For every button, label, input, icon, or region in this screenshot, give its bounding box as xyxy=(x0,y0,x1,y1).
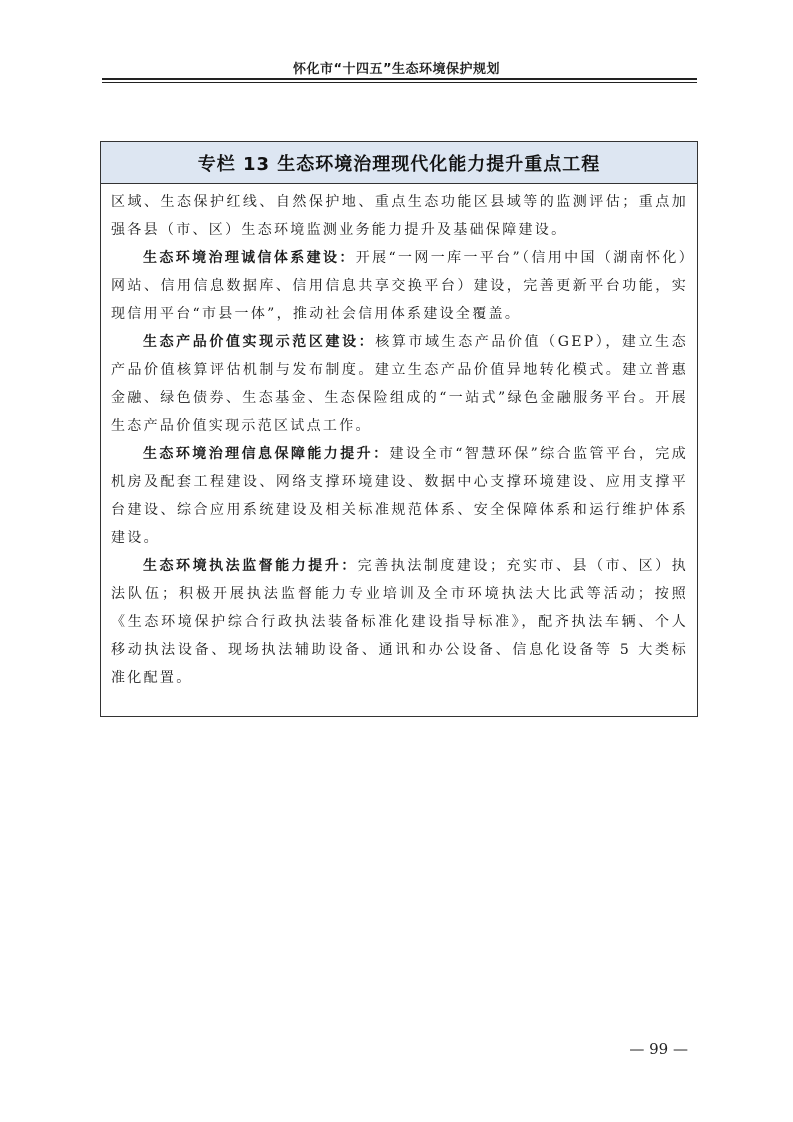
paragraph-text: 开展“一网一库一平台”（信用中国（湖南怀化）网站、信用信息数据库、信用信息共享交换平台）建设，完善更新平台功能，实现信用平台“市县一体”，推动社会信用体系建设全覆盖。 xyxy=(111,250,688,322)
paragraph-ecological-product-value xyxy=(111,328,688,440)
header-rule-thin xyxy=(102,82,697,83)
paragraph-information-support xyxy=(111,440,688,552)
header-rule-thick xyxy=(102,78,697,80)
column-title: 专栏 13 生态环境治理现代化能力提升重点工程 xyxy=(101,142,697,184)
page-number: — 99 — xyxy=(629,1040,688,1058)
paragraph-credit-system xyxy=(111,244,688,328)
running-header-title: 怀化市“十四五”生态环境保护规划 xyxy=(292,62,501,77)
paragraph-law-enforcement xyxy=(111,552,688,692)
feature-column-box xyxy=(100,141,698,717)
paragraph-text: 核算市域生态产品价值（GEP），建立生态产品价值核算评估机制与发布制度。建立生态产品价值异地转化模式。建立普惠金融、绿色债券、生态基金、生态保险组成的“一站式”绿色金融服务平台。开展生态产品价值实现示范区试点工作。 xyxy=(111,334,688,434)
paragraph-heading: 生态环境治理信息保障能力提升： xyxy=(143,446,390,462)
paragraph-heading: 生态产品价值实现示范区建设： xyxy=(143,334,376,350)
intro-paragraph: 区域、生态保护红线、自然保护地、重点生态功能区县域等的监测评估；重点加强各县（市、区）生态环境监测业务能力提升及基础保障建设。 xyxy=(111,194,688,238)
column-body xyxy=(101,184,697,692)
paragraph-text: 完善执法制度建设；充实市、县（市、区）执法队伍；积极开展执法监督能力专业培训及全市环境执法大比武等活动；按照《生态环境保护综合行政执法装备标准化建设指导标准》，配齐执法车辆、个人移动执法设备、现场执法辅助设备、通讯和办公设备、信息化设备等 5 大类标准化配置。 xyxy=(111,558,688,686)
paragraph-text: 建设全市“智慧环保”综合监管平台，完成机房及配套工程建设、网络支撑环境建设、数据中心支撑环境建设、应用支撑平台建设、综合应用系统建设及相关标准规范体系、安全保障体系和运行维护体系建设。 xyxy=(111,446,689,546)
paragraph-heading: 生态环境执法监督能力提升： xyxy=(143,558,358,574)
paragraph-heading: 生态环境治理诚信体系建设： xyxy=(143,250,356,266)
